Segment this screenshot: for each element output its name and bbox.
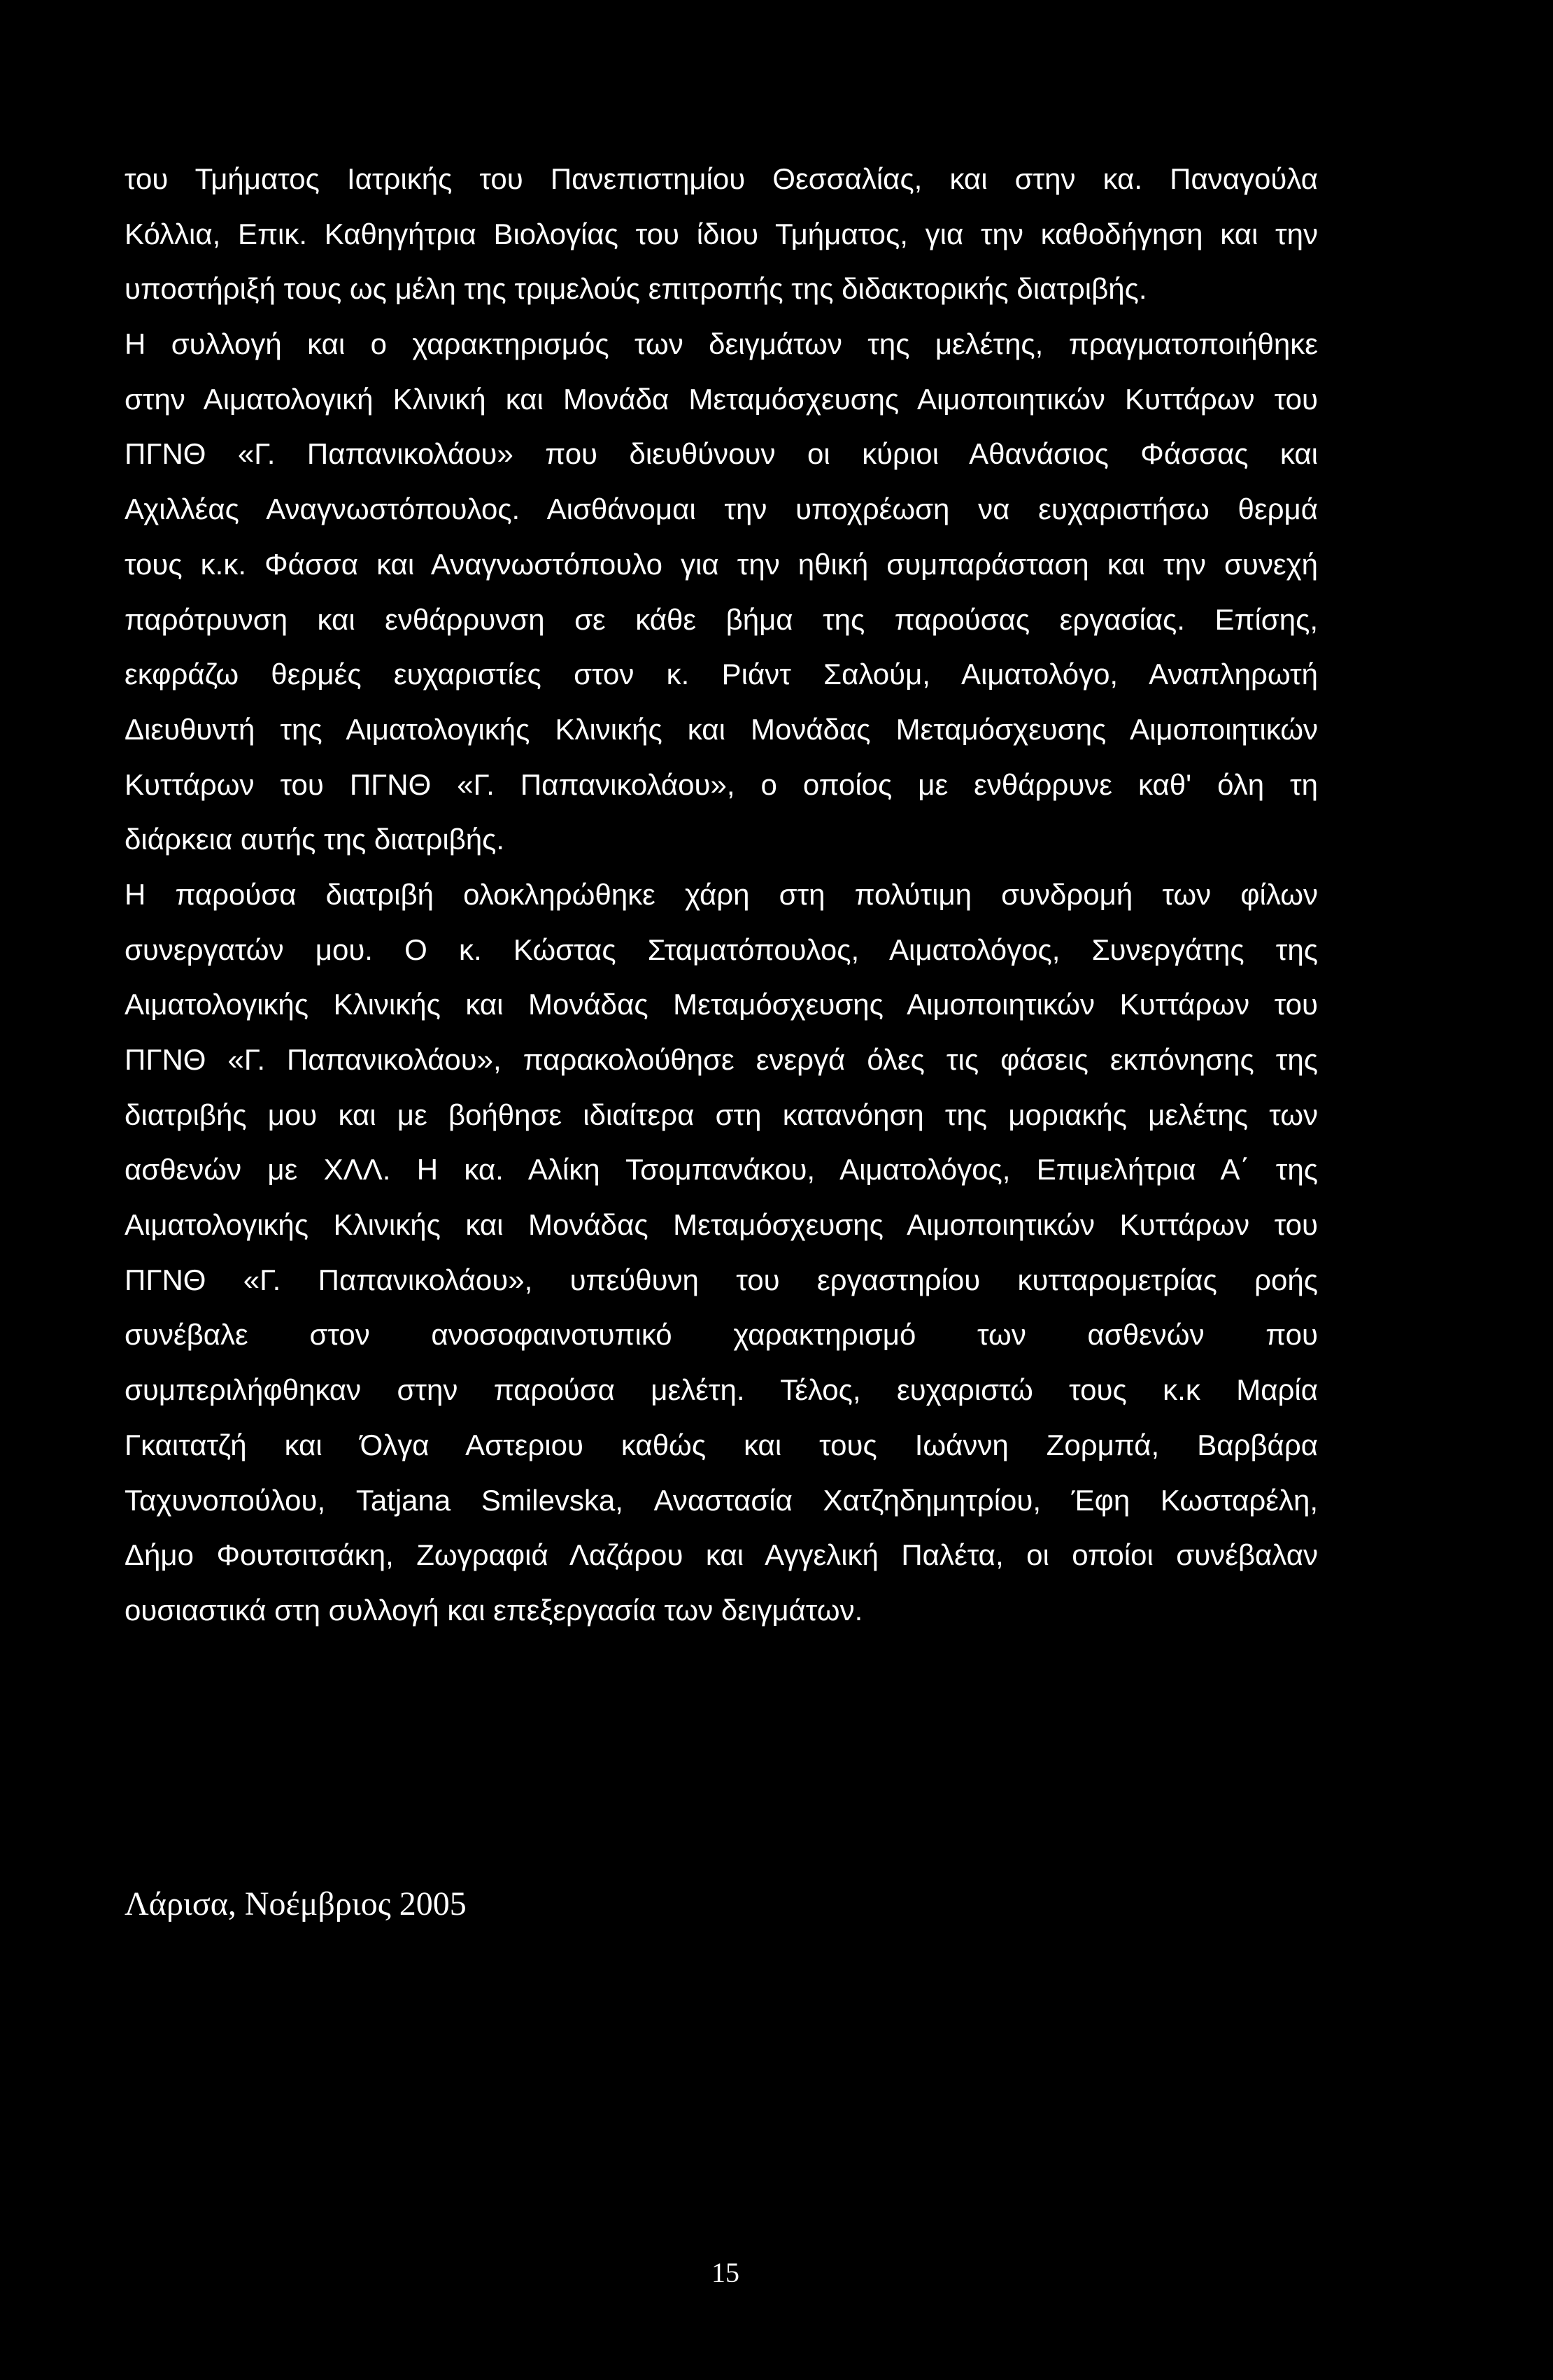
text-line: Διευθυντή της Αιματολογικής Κλινικής και Μονάδας Μεταμόσχευσης Αιμοποιητικών: [125, 712, 1318, 746]
page-number: 15: [711, 2257, 739, 2288]
text-line: συνεργατών μου. Ο κ. Κώστας Σταματόπουλος, Αιματολόγος, Συνεργάτης της: [125, 933, 1318, 966]
text-line: υποστήριξή τους ως μέλη της τριμελούς επιτροπής της διδακτορικής διατριβής.: [125, 272, 1147, 306]
text-line: Κόλλια, Επικ. Καθηγήτρια Βιολογίας του ίδιου Τμήματος, για την καθοδήγηση και την: [125, 217, 1318, 250]
document-body: [125, 152, 1318, 1638]
place-date-line: Λάρισα, Νοέμβριος 2005: [125, 1885, 467, 1922]
text-line: στην Αιματολογική Κλινική και Μονάδα Μεταμόσχευσης Αιμοποιητικών Κυττάρων του: [125, 382, 1318, 416]
text-line: εκφράζω θερμές ευχαριστίες στον κ. Ριάντ Σαλούμ, Αιματολόγο, Αναπληρωτή: [125, 658, 1318, 691]
text-line: Η παρούσα διατριβή ολοκληρώθηκε χάρη στη πολύτιμη συνδρομή των φίλων: [125, 877, 1318, 911]
text-line: διατριβής μου και με βοήθησε ιδιαίτερα στη κατανόηση της μοριακής μελέτης των: [125, 1098, 1318, 1131]
text-line: ΠΓΝΘ «Γ. Παπανικολάου», παρακολούθησε ενεργά όλες τις φάσεις εκπόνησης της: [125, 1043, 1318, 1076]
text-line: Η συλλογή και ο χαρακτηρισμός των δειγμάτων της μελέτης, πραγματοποιήθηκε: [125, 327, 1318, 361]
text-line: ΠΓΝΘ «Γ. Παπανικολάου», υπεύθυνη του εργαστηρίου κυτταρομετρίας ροής: [125, 1263, 1318, 1296]
text-line: τους κ.κ. Φάσσα και Αναγνωστόπουλο για την ηθική συμπαράσταση και την συνεχή: [125, 547, 1318, 581]
text-line: Κυττάρων του ΠΓΝΘ «Γ. Παπανικολάου», ο οποίος με ενθάρρυνε καθ' όλη τη: [125, 767, 1318, 801]
text-line: Αιματολογικής Κλινικής και Μονάδας Μεταμόσχευσης Αιμοποιητικών Κυττάρων του: [125, 1208, 1318, 1242]
text-line: παρότρυνση και ενθάρρυνση σε κάθε βήμα της παρούσας εργασίας. Επίσης,: [125, 602, 1318, 636]
text-line: Ταχυνοπούλου, Tatjana Smilevska, Αναστασία Χατζηδημητρίου, Έφη Κωσταρέλη,: [125, 1483, 1318, 1517]
text-line: Γκαιτατζή και Όλγα Αστεριου καθώς και τους Ιωάννη Ζορμπά, Βαρβάρα: [125, 1428, 1318, 1461]
text-line: του Τμήματος Ιατρικής του Πανεπιστημίου Θεσσαλίας, και στην κα. Παναγούλα: [125, 162, 1318, 195]
paragraph: [125, 867, 1318, 1638]
paragraph: [125, 317, 1318, 867]
text-line: ουσιαστικά στη συλλογή και επεξεργασία των δειγμάτων.: [125, 1593, 863, 1627]
text-line: ασθενών με ΧΛΛ. Η κα. Αλίκη Τσομπανάκου, Αιματολόγος, Επιμελήτρια Α΄ της: [125, 1153, 1318, 1187]
paragraph: [125, 152, 1318, 317]
text-line: συνέβαλε στον ανοσοφαινοτυπικό χαρακτηρισμό των ασθενών που: [125, 1318, 1318, 1352]
text-line: ΠΓΝΘ «Γ. Παπανικολάου» που διευθύνουν οι κύριοι Αθανάσιος Φάσσας και: [125, 437, 1318, 471]
text-line: διάρκεια αυτής της διατριβής.: [125, 823, 505, 856]
text-line: Αιματολογικής Κλινικής και Μονάδας Μεταμόσχευσης Αιμοποιητικών Κυττάρων του: [125, 988, 1318, 1021]
text-line: Αχιλλέας Αναγνωστόπουλος. Αισθάνομαι την υποχρέωση να ευχαριστήσω θερμά: [125, 493, 1318, 526]
text-line: Δήμο Φουτσιτσάκη, Ζωγραφιά Λαζάρου και Αγγελική Παλέτα, οι οποίοι συνέβαλαν: [125, 1538, 1318, 1572]
text-line: συμπεριλήφθηκαν στην παρούσα μελέτη. Τέλος, ευχαριστώ τους κ.κ Μαρία: [125, 1373, 1318, 1407]
